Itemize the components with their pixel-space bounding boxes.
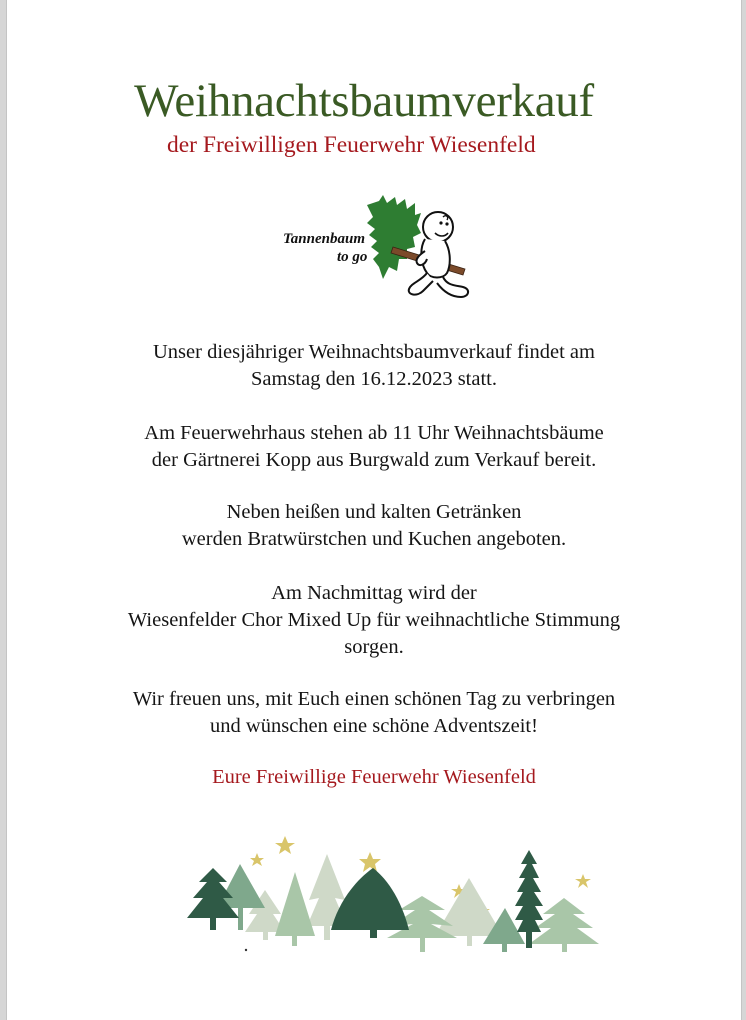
closing-signature: Eure Freiwillige Feuerwehr Wiesenfeld xyxy=(212,766,536,788)
paragraph-greeting xyxy=(7,686,741,740)
paragraph-line: Am Nachmittag wird der xyxy=(271,582,477,604)
christmas-forest-icon xyxy=(177,826,607,956)
paragraph-line: werden Bratwürstchen und Kuchen angeboten. xyxy=(181,528,567,550)
paragraph-choir xyxy=(7,580,741,661)
flyer-page xyxy=(6,0,742,1020)
page-title: Weihnachtsbaumverkauf xyxy=(134,75,594,127)
paragraph-line: Am Feuerwehrhaus stehen ab 11 Uhr Weihnachtsbäume xyxy=(144,422,604,444)
person-carrying-tree-icon xyxy=(275,193,480,303)
logo-text-line2: to go xyxy=(337,249,368,265)
paragraph-food xyxy=(7,499,741,553)
christmas-forest-decoration xyxy=(177,826,607,956)
paragraph-line: Unser diesjähriger Weihnachtsbaumverkauf findet am xyxy=(153,341,595,363)
page-subtitle: der Freiwilligen Feuerwehr Wiesenfeld xyxy=(167,132,536,158)
paragraph-line: sorgen. xyxy=(344,636,404,658)
paragraph-location xyxy=(7,420,741,474)
paragraph-date xyxy=(7,339,741,393)
paragraph-line: Samstag den 16.12.2023 statt. xyxy=(251,368,497,390)
paragraph-line: der Gärtnerei Kopp aus Burgwald zum Verkauf bereit. xyxy=(151,449,597,471)
paragraph-line: und wünschen eine schöne Adventszeit! xyxy=(210,715,538,737)
paragraph-line: Wir freuen uns, mit Euch einen schönen Tag zu verbringen xyxy=(132,688,616,710)
paragraph-line: Wiesenfelder Chor Mixed Up für weihnachtliche Stimmung xyxy=(127,609,621,631)
tannenbaum-to-go-logo xyxy=(275,193,480,303)
paragraph-line: Neben heißen und kalten Getränken xyxy=(226,501,522,523)
logo-text-line1: Tannenbaum xyxy=(283,231,365,247)
